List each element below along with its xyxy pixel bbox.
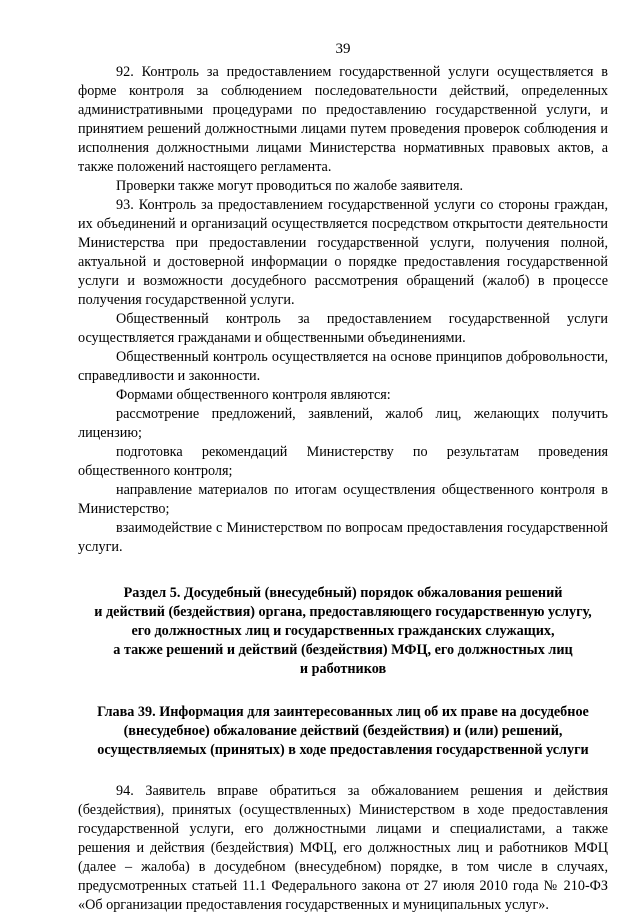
paragraph-94: 94. Заявитель вправе обратиться за обжалованием решения и действия (бездействия), принятых (осуществленных) Министерством в ходе предоставления государственной услуги, его должностными лицами и специалистами, а также решения и действия (бездействия) МФЦ, его должностных лиц и работников МФЦ (далее – жалоба) в досудебном (внесудебном) порядке, в том числе в случаях, предусмотренных статьей 11.1 Федерального закона от 27 июля 2010 года № 210-ФЗ «Об организации предоставления государственных и муниципальных услуг». — [78, 783, 608, 913]
paragraph-public-control: Общественный контроль за предоставлением государственной услуги осуществляется гражданами и общественными объединениями. — [78, 311, 608, 346]
section-heading-line: Раздел 5. Досудебный (внесудебный) порядок обжалования решений — [123, 585, 563, 601]
section-heading-line: и работников — [299, 661, 387, 677]
paragraph-93: 93. Контроль за предоставлением государственной услуги со стороны граждан, их объединений и организаций осуществляется посредством открытости деятельности Министерства при предоставлении государственной услуги, получения полной, актуальной и достоверной информации о порядке предоставления государственной услуги и возможности досудебного рассмотрения обращений (жалоб) в процессе получения государственной услуги. — [78, 197, 608, 308]
paragraph-92: 92. Контроль за предоставлением государственной услуги осуществляется в форме контроля за соблюдением последовательности действий, определенных административными процедурами по предоставлению государственной услуги, и принятием решений должностными лицами путем проведения проверок соблюдения и исполнения должностными лицами Министерства нормативных правовых актов, а также положений настоящего регламента. — [78, 64, 608, 175]
chapter-heading-line: Глава 39. Информация для заинтересованных лиц об их праве на досудебное — [97, 704, 589, 720]
paragraph-inspections: Проверки также могут проводиться по жалобе заявителя. — [116, 178, 464, 194]
section-heading-line: его должностных лиц и государственных гражданских служащих, — [131, 623, 555, 639]
list-item-review: рассмотрение предложений, заявлений, жалоб лиц, желающих получить лицензию; — [78, 406, 608, 441]
body-text-top — [78, 63, 608, 557]
chapter-heading-line: осуществляемых (принятых) в ходе предоставления государственной услуги — [97, 742, 589, 758]
list-item-recommendations: подготовка рекомендаций Министерству по результатам проведения общественного контроля; — [78, 444, 608, 479]
page-number: 39 — [335, 41, 351, 57]
document-page — [78, 0, 608, 915]
section-heading-line: и действий (бездействия) органа, предоставляющего государственную услугу, — [94, 604, 592, 620]
paragraph-forms: Формами общественного контроля являются: — [116, 387, 391, 403]
paragraph-principles: Общественный контроль осуществляется на основе принципов добровольности, справедливости и законности. — [78, 349, 608, 384]
section-5-heading — [78, 584, 608, 679]
chapter-heading-line: (внесудебное) обжалование действий (бездействия) и (или) решений, — [123, 723, 563, 739]
list-item-interaction: взаимодействие с Министерством по вопросам предоставления государственной услуги. — [78, 520, 608, 555]
section-heading-line: а также решений и действий (бездействия) МФЦ, его должностных лиц — [113, 642, 573, 658]
list-item-materials: направление материалов по итогам осуществления общественного контроля в Министерство; — [78, 482, 608, 517]
chapter-39-heading — [78, 703, 608, 760]
